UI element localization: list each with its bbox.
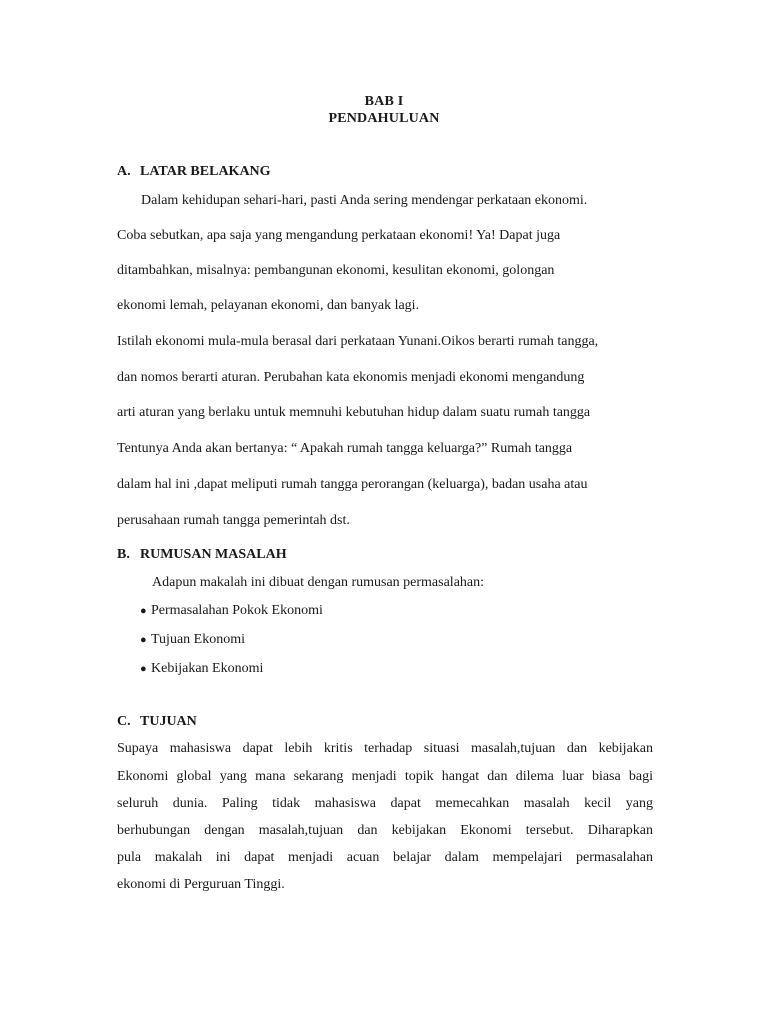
section-b-letter: B. [117,547,130,562]
paragraph-line: ekonomi lemah, pelayanan ekonomi, dan banyak lagi. [117,298,420,313]
list-item-label: Kebijakan Ekonomi [151,661,264,676]
paragraph-line: dan nomos berarti aturan. Perubahan kata ekonomis menjadi ekonomi mengandung [117,370,585,385]
paragraph-line: ekonomi di Perguruan Tinggi. [117,877,285,892]
section-b-heading [117,547,287,563]
paragraph-line: perusahaan rumah tangga pemerintah dst. [117,513,350,528]
list-item-label: Permasalahan Pokok Ekonomi [151,603,323,618]
paragraph-line: Ekonomi global yang mana sekarang menjadi topik hangat dan dilema luar biasa bagi [117,769,653,784]
list-item [140,661,263,677]
paragraph-line: dalam hal ini ,dapat meliputi rumah tangga perorangan (keluarga), badan usaha atau [117,477,588,492]
bullet-icon: ● [140,634,147,646]
paragraph-line: berhubungan dengan masalah,tujuan dan kebijakan Ekonomi tersebut. Diharapkan [117,823,653,838]
list-item-label: Tujuan Ekonomi [151,632,245,647]
section-c-title: TUJUAN [140,714,197,729]
list-item [140,632,245,648]
section-c-heading [117,714,197,730]
paragraph-line: Dalam kehidupan sehari-hari, pasti Anda sering mendengar perkataan ekonomi. [141,193,588,208]
paragraph-line: arti aturan yang berlaku untuk memnuhi kebutuhan hidup dalam suatu rumah tangga [117,405,591,420]
section-c-letter: C. [117,714,131,729]
paragraph-line: Tentunya Anda akan bertanya: “ Apakah rumah tangga keluarga?” Rumah tangga [117,441,573,456]
paragraph-line: seluruh dunia. Paling tidak mahasiswa dapat memecahkan masalah kecil yang [117,796,653,811]
section-b-title: RUMUSAN MASALAH [140,547,287,562]
section-b-intro: Adapun makalah ini dibuat dengan rumusan permasalahan: [152,575,485,590]
chapter-title: PENDAHULUAN [328,111,440,126]
paragraph-line: Istilah ekonomi mula-mula berasal dari perkataan Yunani.Oikos berarti rumah tangga, [117,334,599,349]
bullet-icon: ● [140,605,147,617]
chapter-number: BAB I [364,94,404,109]
section-a-title: LATAR BELAKANG [140,164,271,179]
paragraph-line: pula makalah ini dapat menjadi acuan belajar dalam mempelajari permasalahan [117,850,653,865]
paragraph-line: ditambahkan, misalnya: pembangunan ekonomi, kesulitan ekonomi, golongan [117,263,555,278]
list-item [140,603,323,619]
section-a-letter: A. [117,164,131,179]
bullet-icon: ● [140,663,147,675]
section-a-heading [117,164,271,180]
paragraph-line: Supaya mahasiswa dapat lebih kritis terhadap situasi masalah,tujuan dan kebijakan [117,741,653,756]
paragraph-line: Coba sebutkan, apa saja yang mengandung perkataan ekonomi! Ya! Dapat juga [117,228,561,243]
